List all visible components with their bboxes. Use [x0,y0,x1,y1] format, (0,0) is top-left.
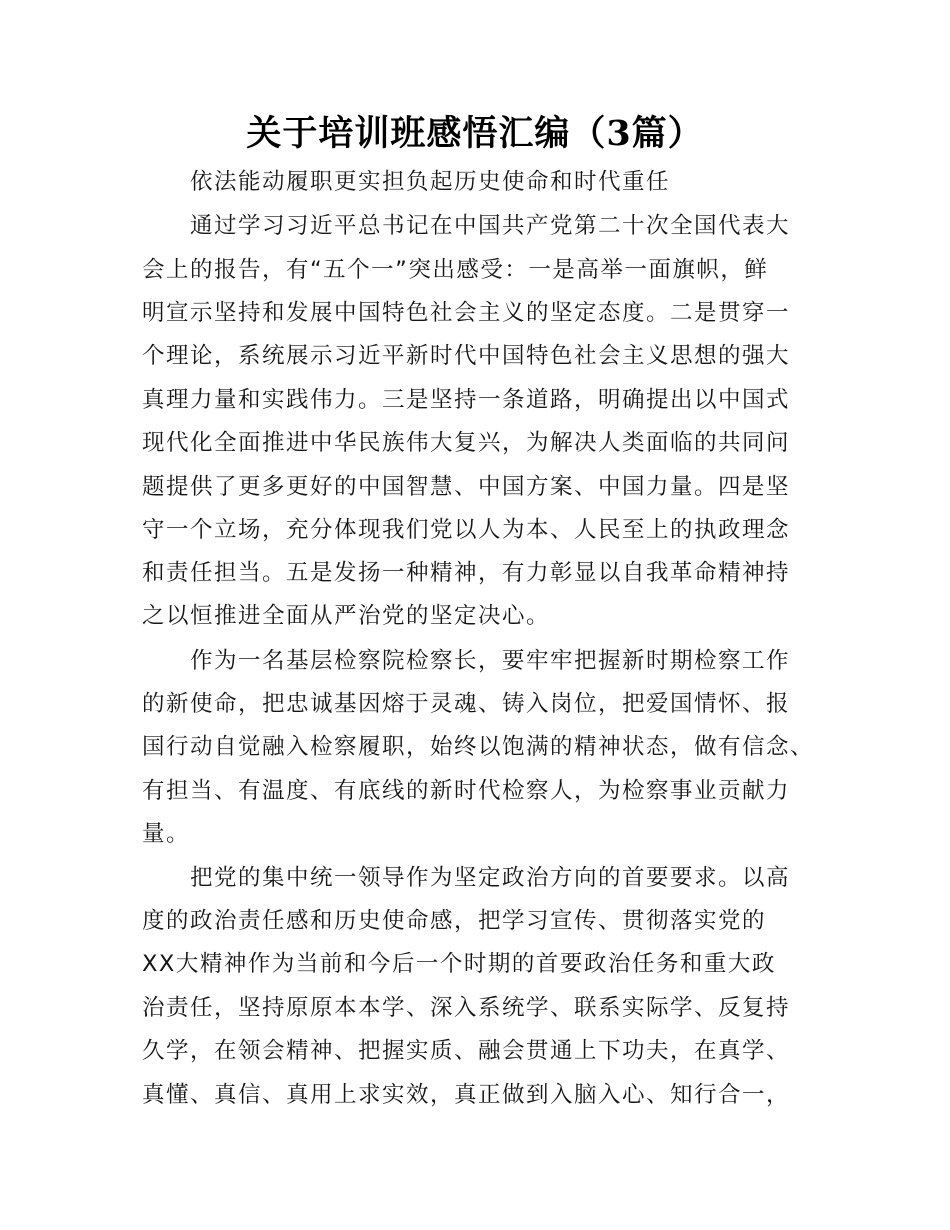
paragraph-line: XX大精神作为当前和今后一个时期的首要政治任务和重大政 [142,951,776,977]
paragraph-line: 有担当、有温度、有底线的新时代检察人，为检察事业贡献力 [142,778,791,804]
paragraph-line: 明宣示坚持和发展中国特色社会主义的坚定态度。二是贯穿一 [142,300,791,326]
paragraph-line: 和责任担当。五是发扬一种精神，有力彰显以自我革命精神持 [142,560,791,586]
paragraph-line: 量。 [142,821,191,847]
paragraph-line: 个理论，系统展示习近平新时代中国特色社会主义思想的强大 [142,343,791,369]
paragraph-line: 会上的报告，有“五个一”突出感受：一是高举一面旗帜，鲜 [142,257,769,283]
document-title: 关于培训班感悟汇编（3篇） [246,113,704,154]
paragraph-line: 题提供了更多更好的中国智慧、中国方案、中国力量。四是坚 [142,474,791,500]
paragraph-line: 把党的集中统一领导作为坚定政治方向的首要要求。以高 [190,865,791,891]
paragraph-line: 的新使命，把忠诚基因熔于灵魂、铸入岗位，把爱国情怀、报 [142,691,791,717]
paragraph-line: 守一个立场，充分体现我们党以人为本、人民至上的执政理念 [142,517,791,543]
paragraph-line: 作为一名基层检察院检察长，要牢牢把握新时期检察工作 [190,648,791,674]
paragraph-line: 久学，在领会精神、把握实质、融会贯通上下功夫，在真学、 [142,1038,791,1064]
paragraph-line: 真理力量和实践伟力。三是坚持一条道路，明确提出以中国式 [142,387,791,413]
paragraph-line: 国行动自觉融入检察履职，始终以饱满的精神状态，做有信念、 [142,734,815,760]
document-subtitle: 依法能动履职更实担负起历史使命和时代重任 [190,169,671,195]
paragraph-line: 之以恒推进全面从严治党的坚定决心。 [142,603,551,629]
paragraph-line: 治责任，坚持原原本本学、深入系统学、联系实际学、反复持 [142,995,791,1021]
paragraph-line: 通过学习习近平总书记在中国共产党第二十次全国代表大 [190,213,791,239]
paragraph-line: 真懂、真信、真用上求实效，真正做到入脑入心、知行合一， [142,1082,791,1108]
paragraph-line: 现代化全面推进中华民族伟大复兴，为解决人类面临的共同问 [142,430,791,456]
paragraph-line: 度的政治责任感和历史使命感，把学习宣传、贯彻落实党的 [142,908,767,934]
